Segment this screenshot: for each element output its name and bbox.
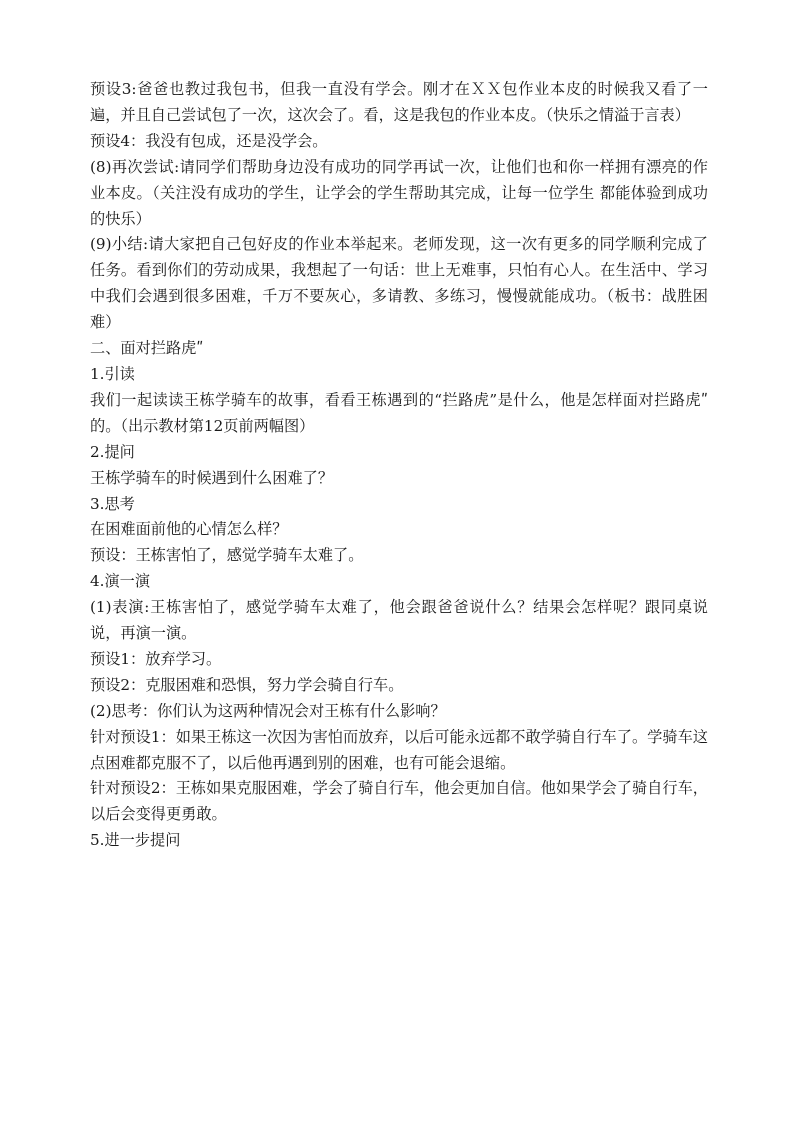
paragraph-act: (1)表演:王栋害怕了，感觉学骑车太难了，他会跟爸爸说什么？结果会怎样呢？跟同桌说说，再演一演。: [90, 598, 708, 643]
step-heading-ask: 2.提问: [90, 442, 135, 461]
step-heading-further: 5.进一步提问: [90, 831, 181, 850]
paragraph-act-preset-2: 预设2：克服困难和恐惧，努力学会骑自行车。: [90, 675, 404, 694]
paragraph-act-preset-1: 预设1：放弃学习。: [90, 649, 222, 668]
paragraph-reflect: (2)思考：你们认为这两种情况会对王栋有什么影响？: [90, 701, 446, 720]
step-heading-think: 3.思考: [90, 494, 135, 513]
paragraph-think: 在困难面前他的心情怎么样？: [90, 520, 288, 539]
paragraph-preset-4: 预设4：我没有包成，还是没学会。: [90, 131, 328, 150]
step-heading-act: 4.演一演: [90, 572, 151, 591]
paragraph-response-1: 针对预设1：如果王栋这一次因为害怕而放弃，以后可能永远都不敢学骑自行车了。学骑车这点困难都克服不了，以后他再遇到别的困难，也有可能会退缩。: [90, 727, 708, 772]
step-heading-read: 1.引读: [90, 364, 135, 383]
paragraph-preset-3: 预设3:爸爸也教过我包书，但我一直没有学会。刚才在ＸＸ包作业本皮的时候我又看了一遍，并且自己尝试包了一次，这次会了。看，这是我包的作业本皮。（快乐之情溢于言表）: [90, 80, 708, 124]
paragraph-summary: (9)小结:请大家把自己包好皮的作业本举起来。老师发现，这一次有更多的同学顺利完成了任务。看到你们的劳动成果，我想起了一句话：世上无难事，只怕有心人。在生活中、学习中我们会遇到很多困难，千万不要灰心，多请教、多练习，慢慢就能成功。（板书：战胜困难）: [90, 235, 708, 332]
paragraph-retry: (8)再次尝试:请同学们帮助身边没有成功的同学再试一次，让他们也和你一样拥有漂亮的作业本皮。（关注没有成功的学生，让学会的学生帮助其完成，让每一位学生 都能体验到成功的快乐）: [90, 157, 708, 228]
document-page: [90, 77, 708, 854]
paragraph-read: 我们一起读读王栋学骑车的故事，看看王栋遇到的“拦路虎”是什么，他是怎样面对拦路虎ʺ的。（出示教材第12页前两幅图）: [90, 390, 708, 435]
paragraph-ask: 王栋学骑车的时候遇到什么困难了？: [90, 468, 333, 487]
section-heading-obstacle: 二、面对拦路虎ʺ: [90, 339, 204, 358]
paragraph-response-2: 针对预设2：王栋如果克服困难，学会了骑自行车，他会更加自信。他如果学会了骑自行车，以后会变得更勇敢。: [90, 779, 708, 824]
paragraph-think-preset: 预设：王栋害怕了，感觉学骑车太难了。: [90, 546, 364, 565]
